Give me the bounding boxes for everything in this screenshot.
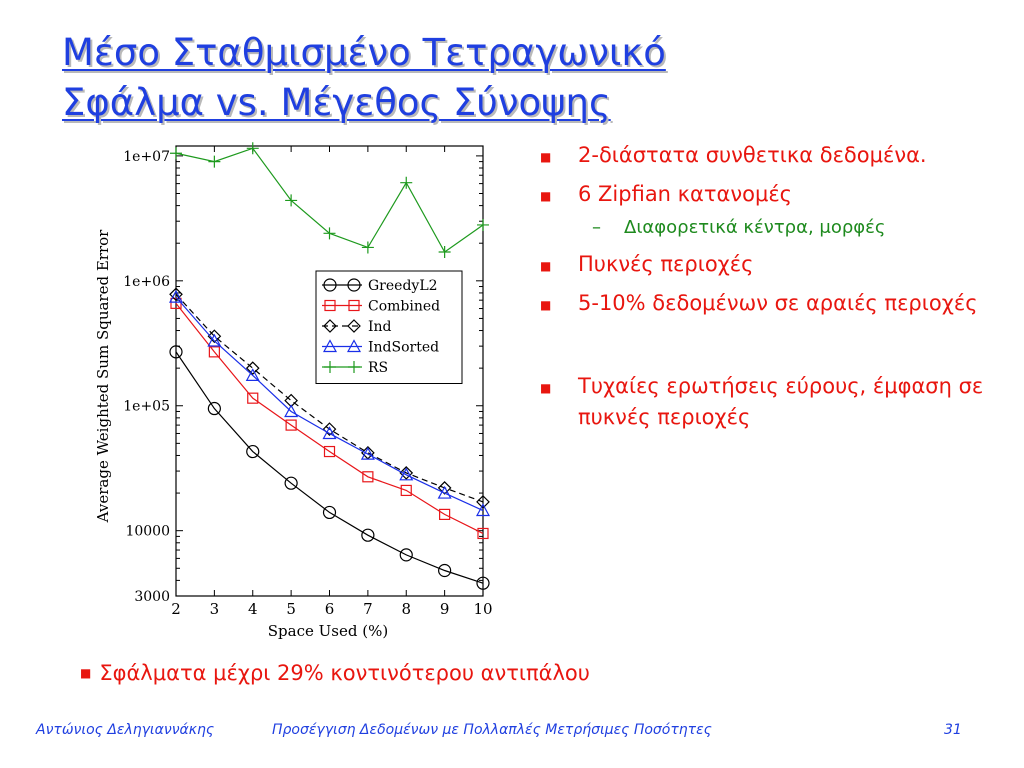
bullet-item (540, 140, 1000, 171)
page-number: 31 (944, 722, 962, 738)
square-bullet-icon: ■ (80, 666, 92, 680)
data-point-rs (208, 156, 220, 168)
legend-label: IndSorted (368, 339, 440, 356)
data-point-rs (362, 241, 374, 253)
error-chart (88, 136, 508, 646)
legend-label: GreedyL2 (368, 278, 438, 294)
bullet-text: 6 Zipfian κατανομές (578, 182, 792, 206)
square-bullet-icon: ■ (540, 381, 552, 395)
x-tick-label: 3 (209, 600, 220, 618)
bullet-text: 2-διάστατα συνθετικα δεδομένα. (578, 143, 927, 167)
x-tick-label: 8 (401, 600, 412, 618)
y-tick-label: 10000 (125, 523, 170, 540)
footer-author: Αντώνιος Δεληγιαννάκης (36, 722, 215, 738)
x-tick-label: 9 (439, 600, 450, 618)
y-tick-label: 1e+06 (123, 273, 170, 290)
y-tick-label: 3000 (134, 589, 170, 605)
dash-marker: – (592, 217, 601, 238)
series-line-greedyl2 (176, 352, 483, 583)
x-tick-label: 4 (247, 600, 258, 618)
x-tick-label: 6 (324, 600, 335, 618)
data-point-rs (247, 142, 259, 154)
bullet-item (540, 249, 1000, 280)
bullet-text: 5-10% δεδομένων σε αραιές περιοχές (578, 291, 978, 315)
footer-title: Προσέγγιση Δεδομένων με Πολλαπλές Μετρήσιμες Ποσότητες (272, 722, 712, 738)
x-axis-label: Space Used (%) (267, 622, 389, 640)
x-tick-label: 2 (171, 600, 181, 618)
data-point-rs (170, 147, 182, 159)
title-line-1: Μέσο Σταθμισμένο Τετραγωνικό (62, 31, 666, 74)
legend-label: Ind (368, 319, 392, 335)
x-tick-label: 7 (363, 600, 373, 618)
data-point-rs (477, 219, 489, 231)
square-bullet-icon: ■ (540, 259, 552, 273)
legend-label: Combined (368, 298, 441, 315)
bullet-item (540, 288, 1000, 319)
square-bullet-icon: ■ (540, 150, 552, 164)
x-tick-label: 5 (286, 600, 296, 618)
bottom-bullet-text: Σφάλματα μέχρι 29% κοντινότερου αντιπάλου (99, 661, 590, 685)
bullet-text: Τυχαίες ερωτήσεις εύρους, έμφαση σε πυκνές περιοχές (578, 374, 984, 429)
sub-bullet-text: Διαφορετικά κέντρα, μορφές (624, 217, 886, 238)
spacer (540, 327, 1000, 371)
y-tick-label: 1e+07 (123, 148, 170, 165)
bullet-text: Πυκνές περιοχές (578, 252, 754, 276)
square-bullet-icon: ■ (540, 189, 552, 203)
y-axis-label: Average Weighted Sum Squared Error (94, 229, 112, 523)
slide-title (62, 28, 666, 128)
title-line-2: Σφάλμα vs. Μέγεθος Σύνοψης (62, 81, 611, 124)
bullet-item (540, 371, 1000, 433)
bottom-bullet (80, 658, 590, 688)
bullet-item (540, 179, 1000, 210)
data-point-rs (400, 177, 412, 189)
square-bullet-icon: ■ (540, 298, 552, 312)
legend-label: RS (368, 360, 389, 376)
bullet-list (540, 140, 1000, 441)
data-point-rs (439, 246, 451, 258)
y-tick-label: 1e+05 (123, 398, 170, 415)
sub-bullet-item (540, 214, 1000, 241)
x-tick-label: 10 (473, 600, 493, 618)
